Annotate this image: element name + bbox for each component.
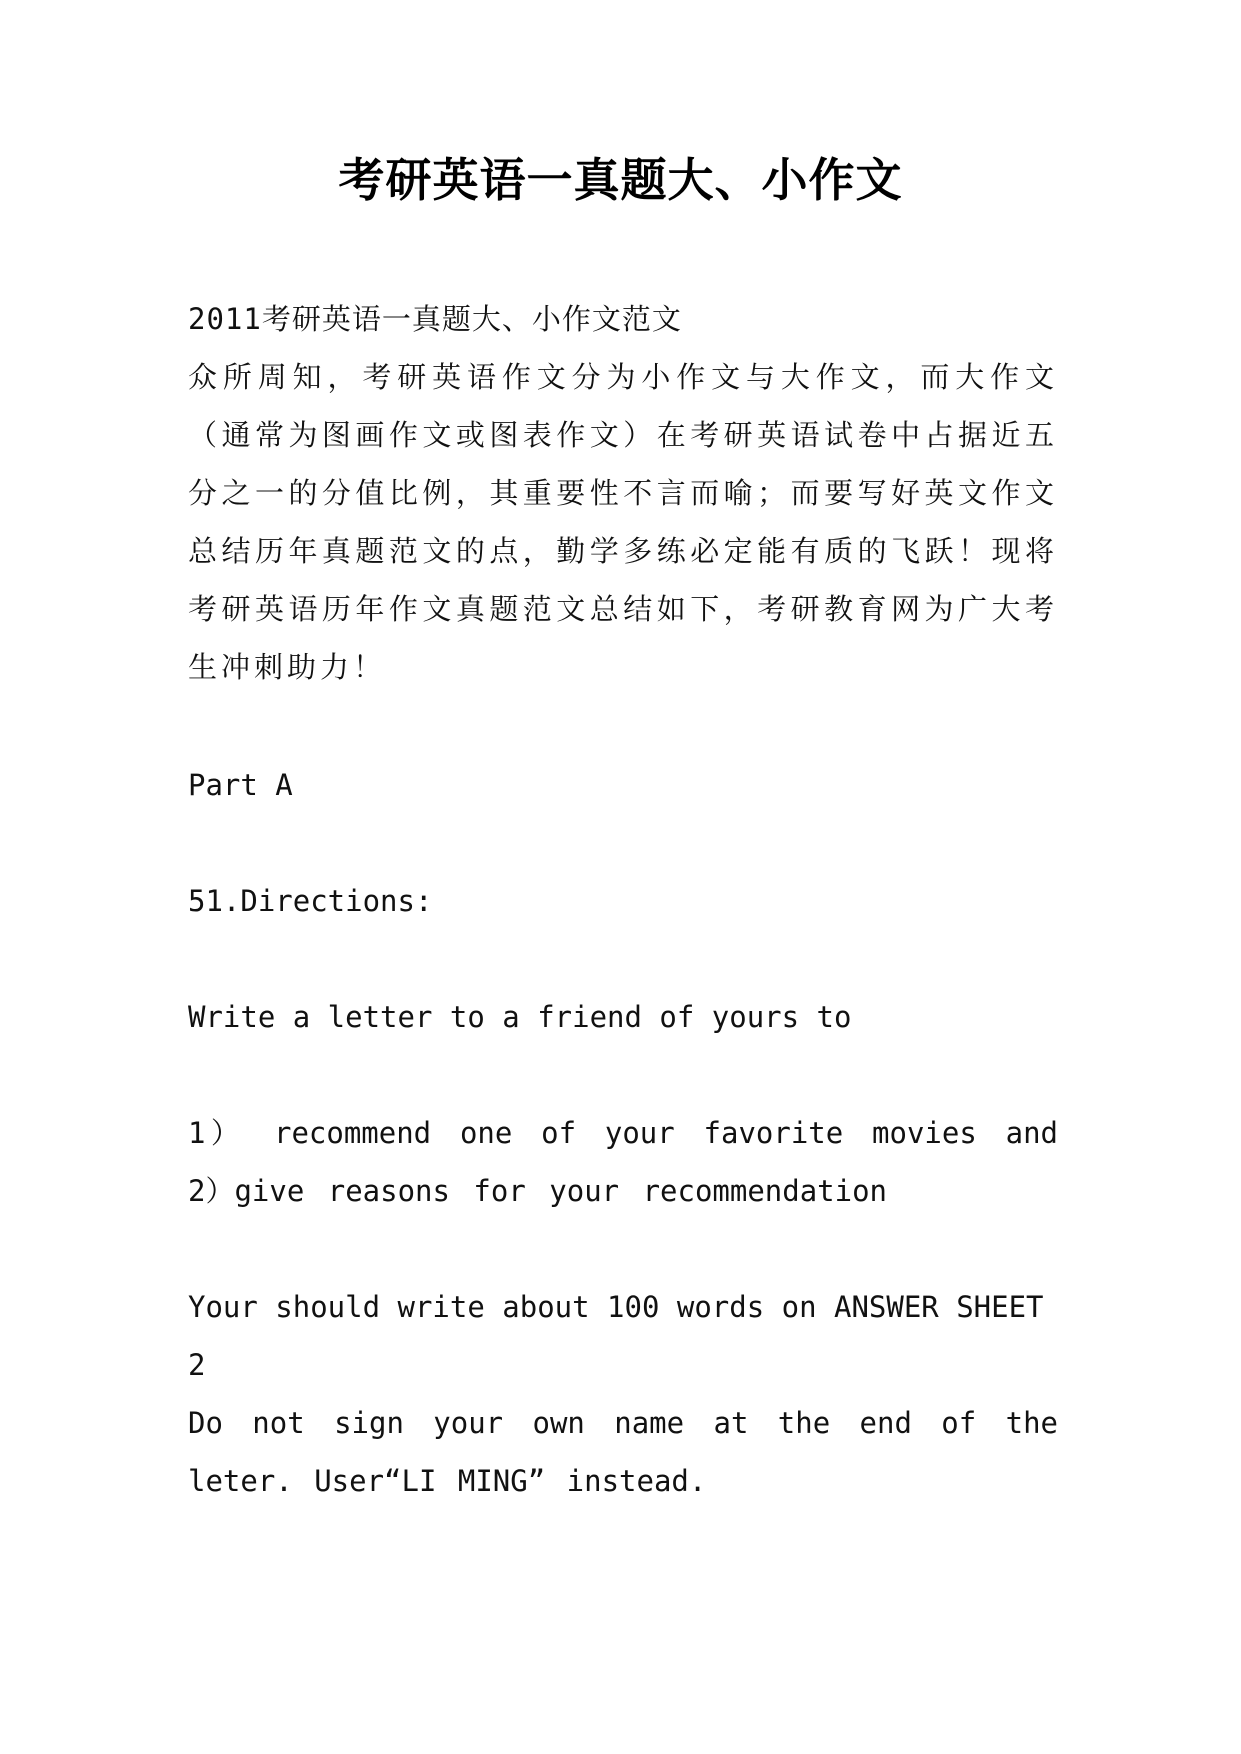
instruction-line: Write a letter to a friend of yours to <box>188 1000 852 1034</box>
part-label: Part A <box>188 768 293 802</box>
directions-label: 51.Directions: <box>188 884 433 918</box>
document-title: 考研英语一真题大、小作文 <box>338 153 903 207</box>
instruction-line: 1） recommend one of your favorite movies and 2）give reasons for your recommendation <box>188 1116 1058 1208</box>
intro-heading: 2011考研英语一真题大、小作文范文 <box>188 302 682 336</box>
intro-paragraph: 众所周知，考研英语作文分为小作文与大作文，而大作文（通常为图画作文或图表作文）在考研英语试卷中占据近五分之一的分值比例，其重要性不言而喻；而要写好英文作文总结历年真题范文的点，勤学多练必定能有质的飞跃！现将考研英语历年作文真题范文总结如下，考研教育网为广大考生冲刺助力！ <box>188 360 1058 684</box>
instruction-line: Do not sign your own name at the end of the leter. User“LI MING” instead. <box>188 1406 1058 1498</box>
instruction-line: Your should write about 100 words on ANSWER SHEET 2 <box>188 1290 1044 1382</box>
